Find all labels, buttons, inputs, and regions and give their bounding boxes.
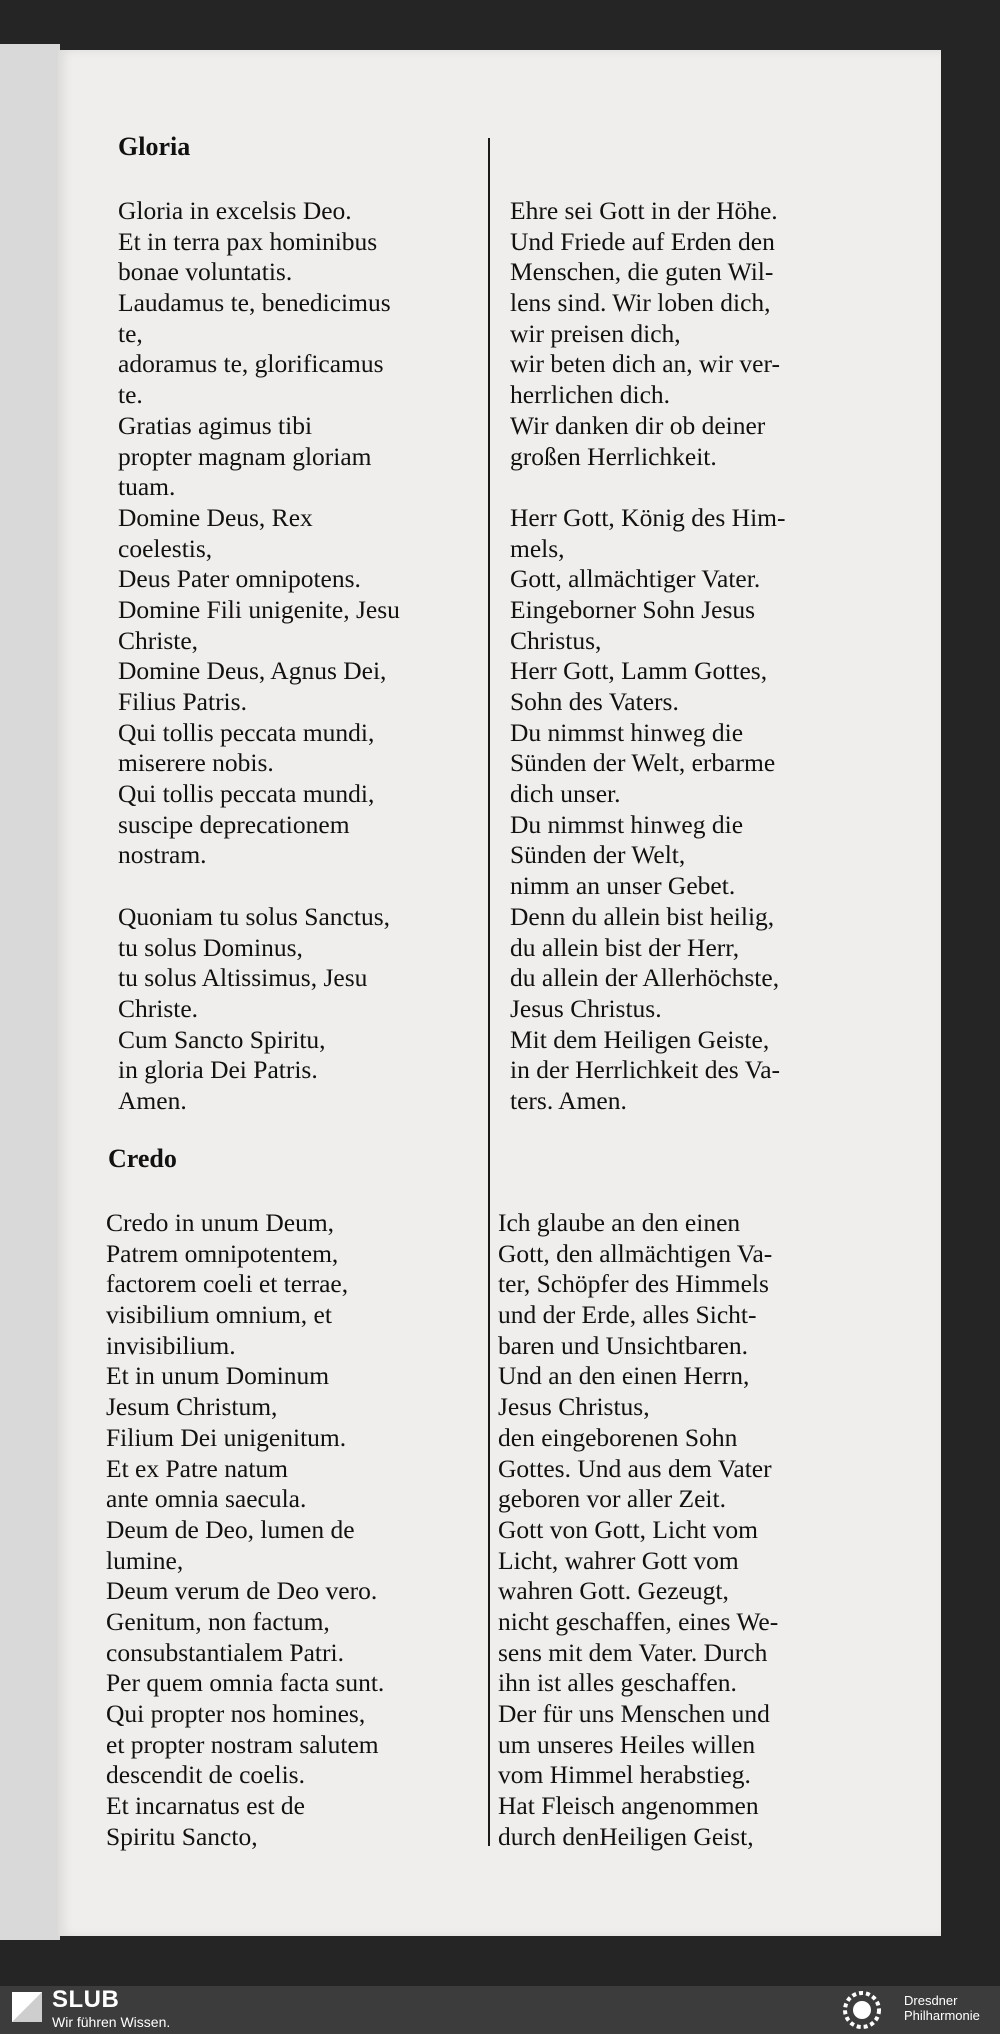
latin-line: nostram. [118,840,207,870]
latin-line: Christe, [118,625,199,655]
german-line: Ehre sei Gott in der Höhe. [510,196,778,225]
latin-line: Filius Patris. [118,687,247,716]
german-line: Sohn des Vaters. [510,687,679,716]
latin-line: coelestis, [118,533,213,563]
german-line: baren und Unsichtbaren. [498,1330,748,1360]
latin-line: Domine Deus, Rex [118,502,313,532]
latin-line: te. [118,380,143,410]
latin-line: te, [118,318,143,348]
german-line: Mit dem Heiligen Geiste, [510,1024,770,1054]
german-line: Sünden der Welt, [510,840,686,870]
german-line: herrlichen dich. [510,380,671,410]
german-line: Sünden der Welt, erbarme [510,748,776,778]
latin-line: Et in unum Dominum [106,1361,330,1391]
german-line: den eingeborenen Sohn [498,1422,738,1452]
previous-page-edge [0,44,60,1940]
german-line: durch denHeiligen Geist, [498,1821,754,1851]
latin-line: suscipe deprecationem [118,809,350,839]
latin-line: tuam. [118,472,176,502]
latin-line: Deum de Deo, lumen de [106,1514,355,1544]
latin-line: lumine, [106,1545,184,1575]
credo-heading: Credo [108,1144,177,1173]
partner-name[interactable] [904,1993,980,2023]
german-line: Christus, [510,625,602,655]
german-line: sens mit dem Vater. Durch [498,1637,768,1667]
german-line: Eingeborner Sohn Jesus [510,594,756,624]
german-line: lens sind. Wir loben dich, [510,288,771,318]
latin-line: Quoniam tu solus Sanctus, [118,901,390,931]
latin-line: Deum verum de Deo vero. [106,1576,378,1606]
library-name[interactable]: SLUB [52,1986,120,2013]
german-line: Herr Gott, König des Him- [510,502,786,532]
latin-line: Spiritu Sancto, [106,1821,258,1851]
credo-german-text [498,1208,778,1852]
german-line: vom Himmel herabstieg. [498,1760,751,1790]
german-line: nicht geschaffen, eines We- [498,1606,779,1636]
german-line: wahren Gott. Gezeugt, [498,1576,729,1606]
german-line: du allein bist der Herr, [510,932,740,962]
german-line: ter, Schöpfer des Himmels [498,1269,769,1299]
latin-line: miserere nobis. [118,748,274,778]
german-line: mels, [510,533,565,563]
german-line: um unseres Heiles willen [498,1729,756,1759]
philharmonie-logo-icon[interactable] [842,1990,882,2030]
latin-line: adoramus te, glorificamus [118,349,384,379]
latin-line: Et in terra pax hominibus [118,226,378,256]
german-line: Gott von Gott, Licht vom [498,1514,758,1544]
latin-line: tu solus Dominus, [118,932,303,962]
slub-logo-icon[interactable] [12,1992,42,2022]
latin-line: descendit de coelis. [106,1760,305,1790]
german-line: Wir danken dir ob deiner [510,410,766,440]
german-line: Denn du allein bist heilig, [510,901,775,931]
latin-line: Domine Fili unigenite, Jesu [118,594,400,624]
latin-line: Gloria in excelsis Deo. [118,196,352,225]
gloria-heading: Gloria [118,132,191,161]
german-line: dich unser. [510,779,621,809]
latin-line: Gratias agimus tibi [118,410,313,440]
german-line: Herr Gott, Lamm Gottes, [510,656,768,686]
german-line: wir preisen dich, [510,318,681,348]
german-line: Du nimmst hinweg die [510,809,744,839]
latin-line: Cum Sancto Spiritu, [118,1024,326,1054]
german-line: Du nimmst hinweg die [510,717,744,747]
latin-line: in gloria Dei Patris. [118,1055,318,1085]
german-line: Ich glaube an den einen [498,1208,741,1237]
german-line: geboren vor aller Zeit. [498,1484,726,1514]
gloria-latin-text [118,196,400,1117]
gloria-german-text [510,196,786,1117]
latin-line: Per quem omnia facta sunt. [106,1668,385,1698]
german-line: und der Erde, alles Sicht- [498,1300,757,1330]
partner-name-line2: Philharmonie [904,2008,980,2023]
german-line: Hat Fleisch angenommen [498,1791,759,1821]
credo-latin-text [106,1208,384,1852]
german-line: Und an den einen Herrn, [498,1361,750,1391]
german-line: wir beten dich an, wir ver- [510,349,780,379]
german-line: Jesus Christus, [498,1392,650,1422]
latin-line: bonae voluntatis. [118,257,293,287]
latin-line: visibilium omnium, et [106,1300,332,1330]
german-line: Licht, wahrer Gott vom [498,1545,739,1575]
latin-line: Domine Deus, Agnus Dei, [118,656,387,686]
latin-line: consubstantialem Patri. [106,1637,344,1667]
latin-line: Amen. [118,1085,187,1115]
german-line: in der Herrlichkeit des Va- [510,1055,781,1085]
latin-line: factorem coeli et terrae, [106,1269,349,1299]
latin-line: ante omnia saecula. [106,1484,307,1514]
latin-line: tu solus Altissimus, Jesu [118,963,368,993]
latin-line: Deus Pater omnipotens. [118,564,361,594]
german-line: ters. Amen. [510,1085,627,1115]
german-line: großen Herrlichkeit. [510,441,717,471]
german-line: Jesus Christus. [510,993,662,1023]
latin-line: Jesum Christum, [106,1392,278,1422]
latin-line: Filium Dei unigenitum. [106,1422,347,1452]
latin-line: Christe. [118,993,199,1023]
partner-name-line1: Dresdner [904,1993,958,2008]
latin-line: Et ex Patre natum [106,1453,288,1483]
german-line: Menschen, die guten Wil- [510,257,774,287]
latin-line: et propter nostram salutem [106,1729,379,1759]
column-divider [488,138,490,1846]
german-line: nimm an unser Gebet. [510,871,736,901]
latin-line: Et incarnatus est de [106,1791,305,1821]
library-tagline: Wir führen Wissen. [52,2014,171,2030]
german-line: Der für uns Menschen und [498,1699,770,1728]
viewer-footer [0,1986,1000,2034]
latin-line: Credo in unum Deum, [106,1208,335,1237]
latin-line: Qui tollis peccata mundi, [118,717,375,747]
latin-line: Laudamus te, benedicimus [118,288,391,318]
german-line: Gott, allmächtiger Vater. [510,564,761,594]
latin-line: Patrem omnipotentem, [106,1238,339,1268]
german-line: du allein der Allerhöchste, [510,963,780,993]
german-line: ihn ist alles geschaffen. [498,1668,737,1698]
german-line: Gott, den allmächtigen Va- [498,1238,773,1268]
latin-line: propter magnam gloriam [118,441,372,471]
latin-line: Qui tollis peccata mundi, [118,779,375,809]
german-line: Gottes. Und aus dem Vater [498,1453,772,1483]
stanza-gap [118,871,400,902]
latin-line: invisibilium. [106,1330,236,1360]
latin-line: Genitum, non factum, [106,1606,330,1636]
german-line: Und Friede auf Erden den [510,226,775,256]
latin-line: Qui propter nos homines, [106,1699,366,1728]
stanza-gap [510,472,786,503]
